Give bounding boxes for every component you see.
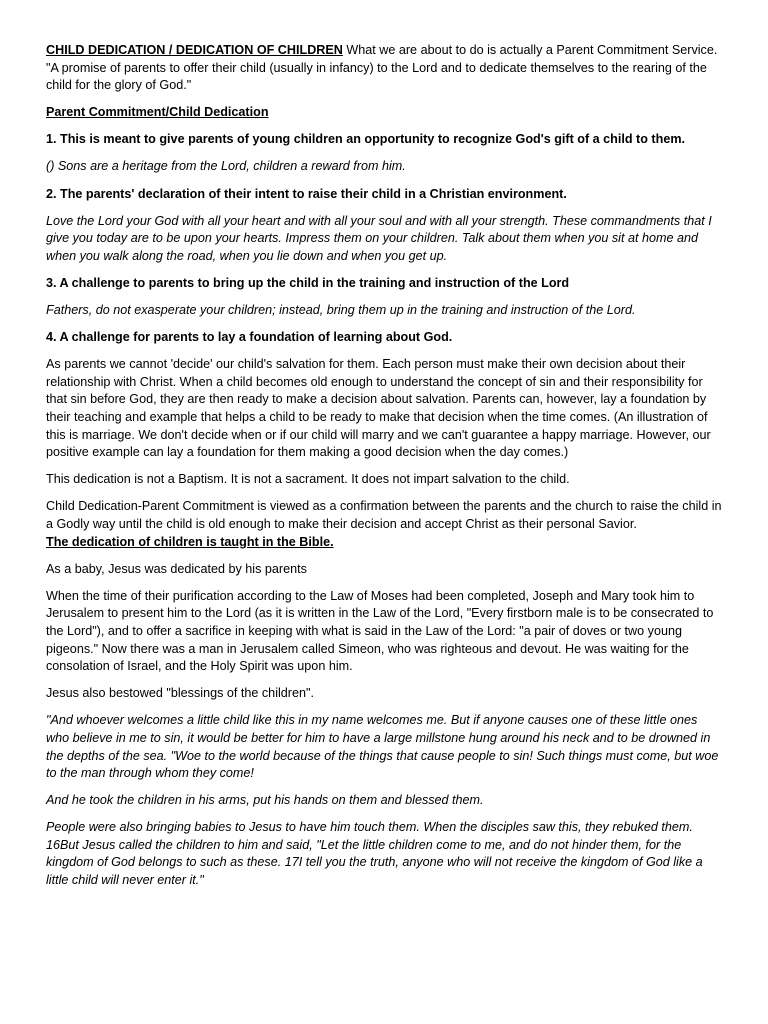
point1-heading: 1. This is meant to give parents of young children an opportunity to recognize God's gift of a child to them. [46,132,686,147]
arms-quote: And he took the children in his arms, put his hands on them and blessed them. [46,793,484,808]
confirmation-paragraph: Child Dedication-Parent Commitment is viewed as a confirmation between the parents and the church to raise the child in a Godly way until the child is old enough to make their decision and accept Christ as their personal Savior. [46,499,722,531]
millstone-quote: "And whoever welcomes a little child like this in my name welcomes me. But if anyone causes one of these little ones who believe in me to sin, it would be better for him to have a large millstone hung around his neck and to be drowned in the depths of the sea. "Woe to the world because of the things that cause people to sin! Such things must come, but woe to the man through whom they come! [46,713,719,781]
jesus-dedicated-line: As a baby, Jesus was dedicated by his parents [46,561,307,576]
baptism-note: This dedication is not a Baptism. It is not a sacrament. It does not impart salvation to the child. [46,472,570,487]
intro-text: What we are about to do is actually a Parent Commitment Service. "A promise of parents to offer their child (usually in infancy) to the Lord and to dedicate themselves to the rearing of the child for the glory of God." [46,43,718,93]
intro-paragraph [46,42,722,95]
section-heading: Parent Commitment/Child Dedication [46,105,269,120]
point2-quote: Love the Lord your God with all your heart and with all your soul and with all your strength. These commandments that I give you today are to be upon your hearts. Impress them on your children. Talk about them when you sit at home and when you walk along the road, when you lie down and when you get up. [46,213,712,263]
babies-quote: People were also bringing babies to Jesus to have him touch them. When the disciples saw this, they rebuked them. 16But Jesus called the children to him and said, "Let the little children come to me, and do not hinder them, for the kingdom of God belongs to such as these. 17I tell you the truth, anyone who will not receive the kingdom of God like a little child will never enter it." [46,820,703,888]
document-title: CHILD DEDICATION / DEDICATION OF CHILDREN [46,43,343,57]
point2-heading: 2. The parents' declaration of their intent to raise their child in a Christian environment. [46,186,567,201]
point3-quote: Fathers, do not exasperate your children; instead, bring them up in the training and instruction of the Lord. [46,303,636,318]
purification-paragraph: When the time of their purification according to the Law of Moses had been completed, Joseph and Mary took him to Jerusalem to present him to the Lord (as it is written in the Law of the Lord, "Every firstborn male is to be consecrated to the Lord"), and to offer a sacrifice in keeping with what is said in the Law of the Lord: "a pair of doves or two young pigeons." Now there was a man in Jerusalem called Simeon, who was righteous and devout. He was waiting for the consolation of Israel, and the Holy Spirit was upon him. [46,588,714,674]
blessings-line: Jesus also bestowed "blessings of the children". [46,686,314,701]
bible-heading: The dedication of children is taught in the Bible. [46,534,334,549]
point1-quote: () Sons are a heritage from the Lord, children a reward from him. [46,159,406,174]
salvation-paragraph: As parents we cannot 'decide' our child's salvation for them. Each person must make their own decision about their relationship with Christ. When a child becomes old enough to understand the concept of sin and their responsibility for that sin before God, they are then ready to make a decision about salvation. Parents can, however, lay a foundation by their teaching and example that helps a child to be ready to make that decision when the time comes. (An illustration of this is marriage. We don't decide when or if our child will marry and we can't guarantee a happy marriage. However, our positive example can lay a foundation for them making a good decision when the day comes.) [46,357,711,460]
point3-heading: 3. A challenge to parents to bring up the child in the training and instruction of the Lord [46,275,570,290]
point4-heading: 4. A challenge for parents to lay a foundation of learning about God. [46,330,453,345]
